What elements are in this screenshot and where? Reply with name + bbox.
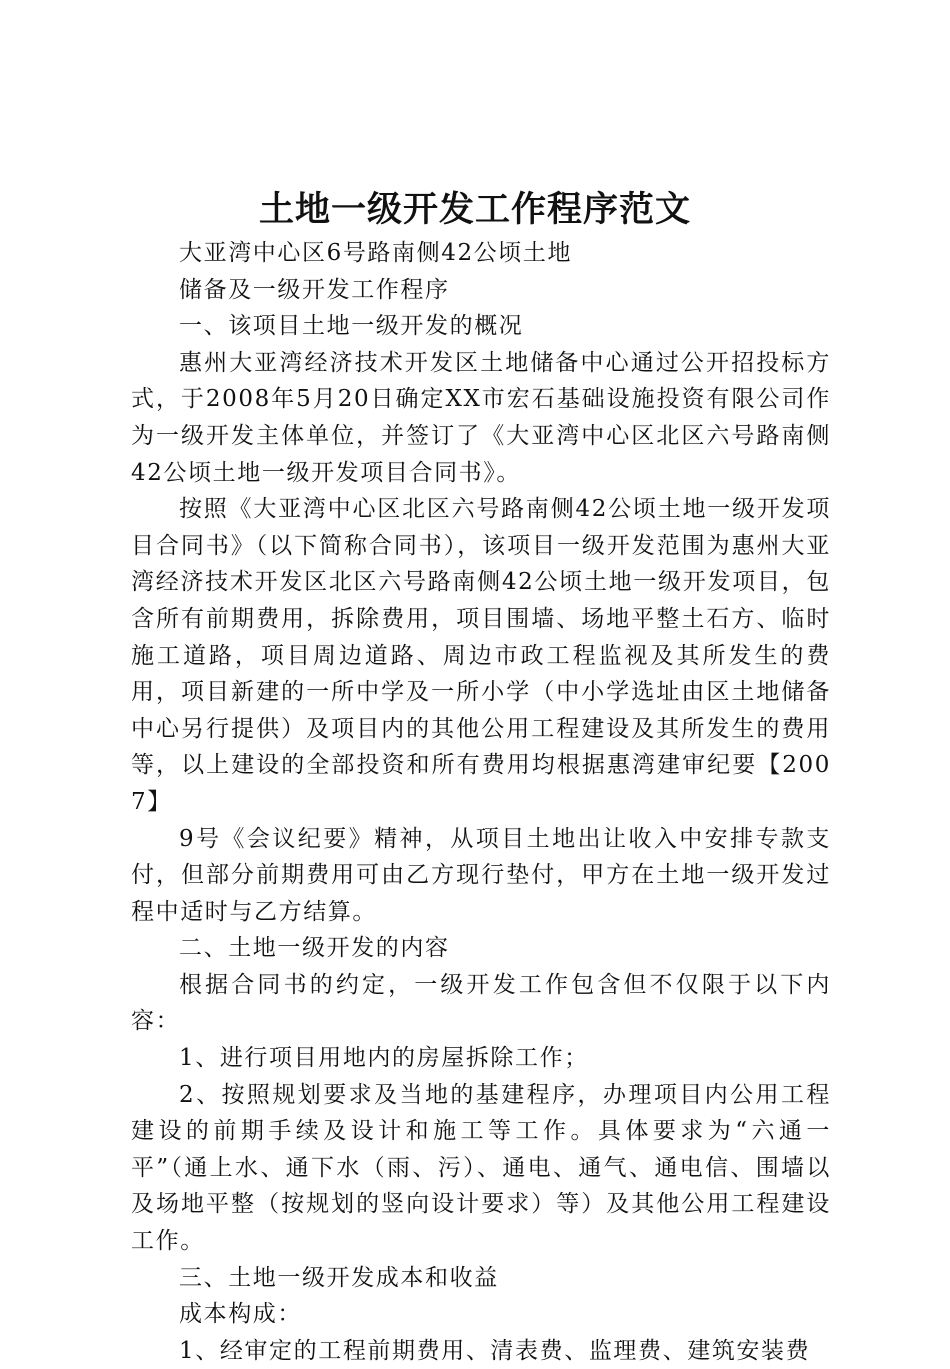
- paragraph: 惠州大亚湾经济技术开发区土地储备中心通过公开招投标方式，于2008年5月20日确定XX市宏石基础设施投资有限公司作为一级开发主体单位，并签订了《大亚湾中心区北区六号路南侧42公顷土地一级开发项目合同书》。: [131, 349, 831, 486]
- section-heading-1: 一、该项目土地一级开发的概况: [179, 313, 524, 340]
- paragraph-heading-line-2: 储备及一级开发工作程序: [179, 276, 450, 303]
- document-title: 土地一级开发工作程序范文: [258, 190, 691, 230]
- paragraph: 根据合同书的约定，一级开发工作包含但不仅限于以下内容：: [131, 971, 831, 1035]
- section-heading-2: 二、土地一级开发的内容: [179, 935, 450, 962]
- paragraph: 9号《会议纪要》精神，从项目土地出让收入中安排专款支付，但部分前期费用可由乙方现行垫付，甲方在土地一级开发过程中适时与乙方结算。: [131, 825, 831, 925]
- document-body: [131, 235, 831, 1369]
- list-item: 1、进行项目用地内的房屋拆除工作；: [179, 1045, 589, 1072]
- list-item: 1、经审定的工程前期费用、清表费、监理费、建筑安装费: [179, 1337, 811, 1364]
- paragraph-heading-line-1: 大亚湾中心区6号路南侧42公顷土地: [179, 240, 573, 266]
- section-heading-3: 三、土地一级开发成本和收益: [179, 1264, 499, 1291]
- list-item: 2、按照规划要求及当地的基建程序，办理项目内公用工程建设的前期手续及设计和施工等工作。具体要求为“六通一平”（通上水、通下水（雨、污）、通电、通气、通电信、围墙以及场地平整（按规划的竖向设计要求）等）及其他公用工程建设工作。: [131, 1081, 831, 1255]
- paragraph: 按照《大亚湾中心区北区六号路南侧42公顷土地一级开发项目合同书》（以下简称合同书），该项目一级开发范围为惠州大亚湾经济技术开发区北区六号路南侧42公顷土地一级开发项目，包含所有前期费用，拆除费用，项目围墙、场地平整土石方、临时施工道路，项目周边道路、周边市政工程监视及其所发生的费用，项目新建的一所中学及一所小学（中小学选址由区土地储备中心另行提供）及项目内的其他公用工程建设及其所发生的费用等，以上建设的全部投资和所有费用均根据惠湾建审纪要【2007】: [131, 496, 831, 815]
- paragraph: 成本构成：: [179, 1301, 302, 1328]
